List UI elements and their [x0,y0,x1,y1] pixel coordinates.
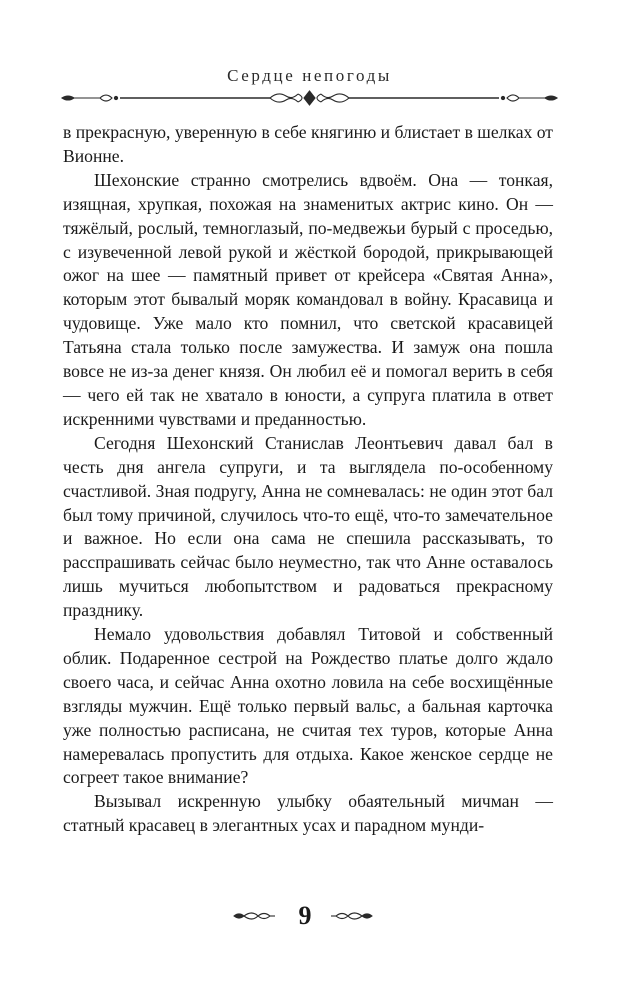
paragraph: Вызывал искренную улыбку обаятельный мичман — статный красавец в элегантных усах и парадном мунди- [63,791,553,836]
page-number: 9 [298,901,312,930]
paragraph-continued: в прекрасную, уверенную в себе княгиню и блистает в шелках от Вионне. [63,122,553,166]
paragraph: Немало удовольствия добавлял Титовой и собственный облик. Подаренное сестрой на Рождество платье долго ждало своего часа, и сейчас Анна охотно ловила на себе восхищённые взгляды мужчин. Ещё только первый вальс, а бальная карточка уже полностью расписана, не считая тех туров, которые Анна намеревалась пропустить для отдыха. Какое женское сердце не согреет такое внимание? [63,624,553,788]
running-head-title: Сердце непогоды [227,66,392,85]
right-flourish-icon [330,908,374,924]
page-folio [0,896,619,940]
header-flourish-icon [60,88,559,108]
left-flourish-icon [232,908,276,924]
page-body [63,121,553,838]
paragraph: Шехонские странно смотрелись вдвоём. Она — тонкая, изящная, хрупкая, похожая на знаменитых актрис кино. Он — тяжёлый, рослый, темноглазый, по-медвежьи бурый с проседью, с изувеченной левой рукой и жёсткой бородой, прикрывающей ожог на шее — памятный привет от крейсера «Святая Анна», которым этот бывалый моряк командовал в войну. Красавица и чудовище. Уже мало кто помнил, что светской красавицей Татьяна стала только после замужества. И замуж она пошла вовсе не из-за денег князя. Он любил её и помогал верить в себя — чего ей так не хватало в юности, а супруга платила в ответ искренними чувствами и преданностью. [63,169,553,429]
paragraph: Сегодня Шехонский Станислав Леонтьевич давал бал в честь дня ангела супруги, и та выглядела по-особенному счастливой. Зная подругу, Анна не сомневалась: не один этот бал был тому причиной, случилось что-то ещё, что-то замечательное и важное. Но если она сама не спешила рассказывать, то расспрашивать сейчас было неуместно, так что Анне оставалось лишь мучиться любопытством и радоваться прекрасному празднику. [63,432,553,621]
